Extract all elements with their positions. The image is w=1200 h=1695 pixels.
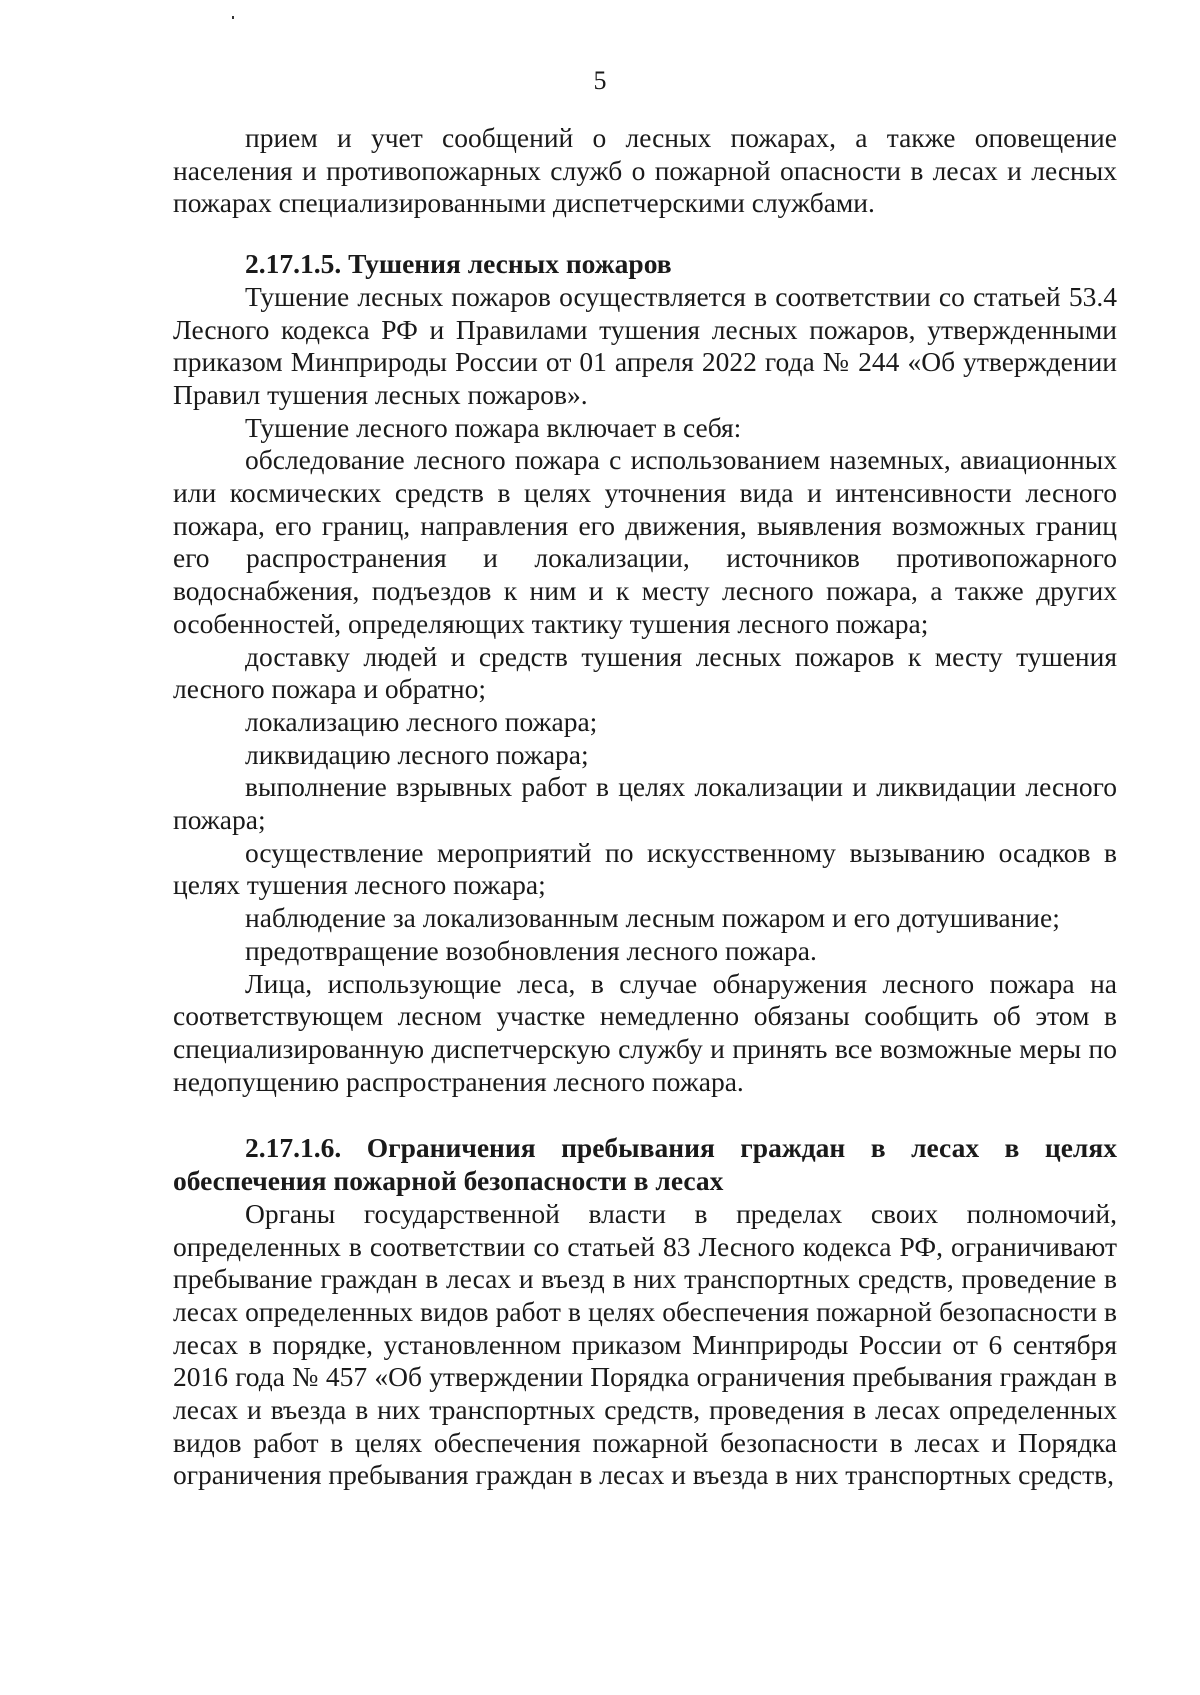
list-item-paragraph: осуществление мероприятий по искусственному вызыванию осадков в целях тушения лесного пожара; [173, 836, 1117, 901]
list-item-paragraph: обследование лесного пожара с использованием наземных, авиационных или космических средств в целях уточнения вида и интенсивности лесного пожара, его границ, направления его движения, выявления возможных границ его распространения и локализации, источников противопожарного водоснабжения, подъездов к ним и к месту лесного пожара, а также других особенностей, определяющих тактику тушения лесного пожара; [173, 444, 1117, 639]
list-item-paragraph: локализацию лесного пожара; [245, 705, 598, 737]
list-item-paragraph: предотвращение возобновления лесного пожара. [245, 934, 817, 966]
list-item-paragraph: наблюдение за локализованным лесным пожаром и его дотушивание; [245, 902, 1060, 934]
section-heading-2-17-1-5: 2.17.1.5. Тушения лесных пожаров [245, 248, 672, 280]
spacer [173, 220, 1117, 248]
list-item-paragraph: ликвидацию лесного пожара; [245, 738, 589, 770]
page-number: 5 [593, 66, 607, 95]
scan-speck [232, 16, 234, 19]
list-item-paragraph: доставку людей и средств тушения лесных пожаров к месту тушения лесного пожара и обратно; [173, 640, 1117, 705]
section-heading-2-17-1-6: 2.17.1.6. Ограничения пребывания граждан в лесах в целях обеспечения пожарной безопасности в лесах [173, 1132, 1117, 1197]
paragraph: Лица, использующие леса, в случае обнаружения лесного пожара на соответствующем лесном участке немедленно обязаны сообщить об этом в специализированную диспетчерскую службу и принять все возможные меры по недопущению распространения лесного пожара. [173, 967, 1117, 1097]
paragraph: Тушение лесных пожаров осуществляется в соответствии со статьей 53.4 Лесного кодекса РФ и Правилами тушения лесных пожаров, утвержденными приказом Минприроды России от 01 апреля 2022 года № 244 «Об утверждении Правил тушения лесных пожаров». [173, 280, 1117, 410]
document-body [173, 122, 1117, 1492]
spacer [173, 1098, 1117, 1132]
paragraph: Тушение лесного пожара включает в себя: [245, 411, 742, 443]
list-item-paragraph: выполнение взрывных работ в целях локализации и ликвидации лесного пожара; [173, 771, 1117, 836]
paragraph: Органы государственной власти в пределах своих полномочий, определенных в соответствии со статьей 83 Лесного кодекса РФ, ограничивают пребывание граждан в лесах и въезд в них транспортных средств, проведение в лесах определенных видов работ в целях обеспечения пожарной безопасности в лесах в порядке, установленном приказом Минприроды России от 6 сентября 2016 года № 457 «Об утверждении Порядка ограничения пребывания граждан в лесах и въезда в них транспортных средств, проведения в лесах определенных видов работ в целях обеспечения пожарной безопасности в лесах и Порядка ограничения пребывания граждан в лесах и въезда в них транспортных средств, [173, 1197, 1117, 1491]
intro-paragraph: прием и учет сообщений о лесных пожарах, а также оповещение населения и противопожарных служб о пожарной опасности в лесах и лесных пожарах специализированными диспетчерскими службами. [173, 122, 1117, 219]
